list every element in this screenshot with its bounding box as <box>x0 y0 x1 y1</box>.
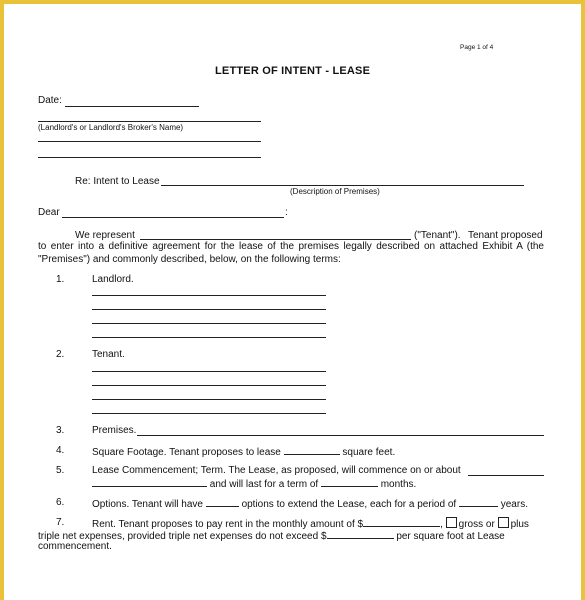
term-7-number: 7. <box>56 517 65 528</box>
date-field-line[interactable] <box>65 106 199 107</box>
landlord-address-line-2[interactable] <box>38 157 261 158</box>
date-label: Date: <box>38 95 62 106</box>
commencement-date-field[interactable] <box>468 475 544 476</box>
term-4-number: 4. <box>56 445 65 456</box>
gross-checkbox[interactable] <box>446 517 457 528</box>
term-7-text-a: Rent. Tenant proposes to pay rent in the monthly amount of $ <box>92 519 364 530</box>
term-months-field[interactable] <box>321 477 378 487</box>
term-3-number: 3. <box>56 425 65 436</box>
term-7-text-b: triple net expenses, provided triple net expenses do not exceed $ <box>38 531 327 542</box>
term-6-text <box>92 497 528 511</box>
term-7-line-3: commencement. <box>38 541 112 552</box>
document-page <box>4 4 581 600</box>
gross-label: gross or <box>458 519 495 530</box>
landlord-line-4[interactable] <box>92 337 326 338</box>
we-represent-text: We represent <box>75 230 135 241</box>
landlord-name-caption: (Landlord's or Landlord's Broker's Name) <box>38 123 184 132</box>
term-3-label: Premises. <box>92 425 137 436</box>
landlord-line-3[interactable] <box>92 323 326 324</box>
landlord-name-line[interactable] <box>38 121 261 122</box>
term-1-label: Landlord. <box>92 274 134 285</box>
options-count-field[interactable] <box>206 497 239 507</box>
term-6-text-b: options to extend the Lease, each for a period of <box>241 499 457 510</box>
tenant-line-3[interactable] <box>92 399 326 400</box>
intro-paragraph <box>38 241 544 266</box>
square-footage-field[interactable] <box>284 445 340 455</box>
re-label: Re: Intent to Lease <box>75 176 160 187</box>
term-5-line-2 <box>92 477 416 491</box>
tenant-line-1[interactable] <box>92 371 326 372</box>
intro-line-2: to enter into a definitive agreement for the lease of the premises legally described on attached Exhibit A (the <box>38 241 544 252</box>
term-7-text-c: per square foot at Lease <box>396 531 505 542</box>
plus-label: plus <box>510 519 529 530</box>
premises-line[interactable] <box>137 435 544 436</box>
term-4-text <box>92 445 395 459</box>
term-5-text-c: months. <box>380 479 417 490</box>
tenant-tag-text: ("Tenant"). <box>414 230 461 241</box>
tenant-line-2[interactable] <box>92 385 326 386</box>
term-2-number: 2. <box>56 349 65 360</box>
tenant-proposed-text: Tenant proposed <box>468 230 543 241</box>
intro-line-3: "Premises") and commonly described, below, on the following terms: <box>38 253 341 265</box>
salutation-colon: : <box>285 207 288 218</box>
tenant-name-line[interactable] <box>140 239 411 240</box>
salutation-line[interactable] <box>62 217 284 218</box>
term-5-text-b: and will last for a term of <box>209 479 319 490</box>
landlord-line-1[interactable] <box>92 295 326 296</box>
term-5-text-a: Lease Commencement; Term. The Lease, as proposed, will commence on or about <box>92 465 461 476</box>
term-4-text-b: square feet. <box>342 447 396 458</box>
term-5-number: 5. <box>56 465 65 476</box>
dear-label: Dear <box>38 207 60 218</box>
triple-net-cap-field[interactable] <box>327 529 394 539</box>
term-4-text-a: Square Footage. Tenant proposes to lease <box>92 447 281 458</box>
term-6-text-c: years. <box>500 499 528 510</box>
premises-description-line[interactable] <box>161 185 524 186</box>
term-6-number: 6. <box>56 497 65 508</box>
landlord-address-line-1[interactable] <box>38 141 261 142</box>
premises-caption: (Description of Premises) <box>290 187 380 196</box>
landlord-line-2[interactable] <box>92 309 326 310</box>
monthly-rent-field[interactable] <box>363 517 440 527</box>
term-7-line-1: Rent. Tenant proposes to pay rent in the monthly amount of $ , gross or plus <box>92 519 529 530</box>
page-number: Page 1 of 4 <box>460 44 494 51</box>
document-title: LETTER OF INTENT - LEASE <box>215 65 371 77</box>
plus-checkbox[interactable] <box>498 517 509 528</box>
term-2-label: Tenant. <box>92 349 125 360</box>
term-1-number: 1. <box>56 274 65 285</box>
option-period-field[interactable] <box>459 497 498 507</box>
tenant-line-4[interactable] <box>92 413 326 414</box>
term-6-text-a: Options. Tenant will have <box>92 499 203 510</box>
commencement-continued-field[interactable] <box>92 477 207 487</box>
